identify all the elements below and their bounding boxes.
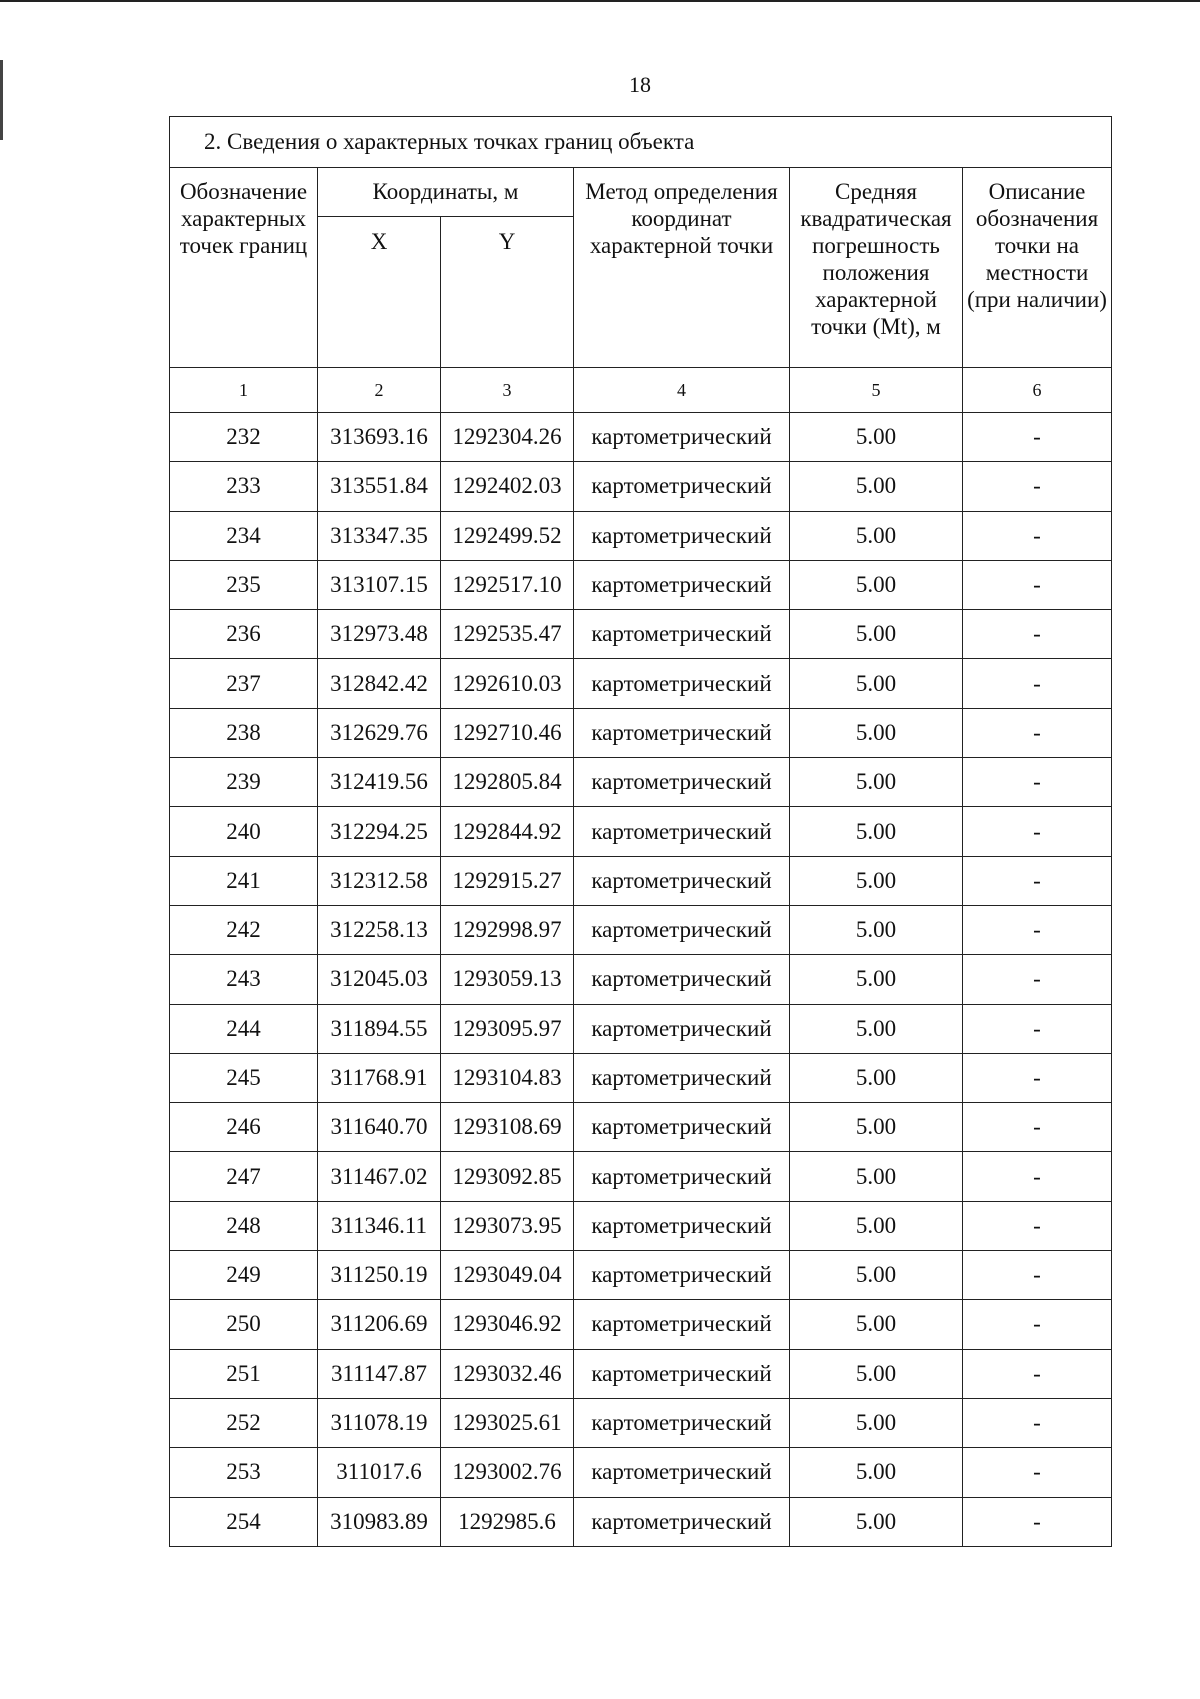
point-id-cell: 246 [170,1103,318,1152]
coord-x-cell: 311894.55 [318,1004,441,1053]
coord-x-cell: 311768.91 [318,1053,441,1102]
method-cell: картометрический [574,1349,790,1398]
table-row [170,1448,1112,1497]
table-row [170,1497,1112,1546]
method-cell: картометрический [574,1251,790,1300]
method-cell: картометрический [574,1152,790,1201]
method-cell: картометрический [574,511,790,560]
coord-y-cell: 1292304.26 [441,413,574,462]
scan-margin-mark [0,60,3,140]
column-number: 2 [318,368,441,413]
table-row [170,955,1112,1004]
description-cell: - [963,1103,1112,1152]
error-cell: 5.00 [790,413,963,462]
header-coordinates: Координаты, м [318,168,574,217]
error-cell: 5.00 [790,511,963,560]
column-number: 4 [574,368,790,413]
point-id-cell: 254 [170,1497,318,1546]
page-number: 18 [629,72,651,97]
description-cell: - [963,905,1112,954]
point-id-cell: 249 [170,1251,318,1300]
error-cell: 5.00 [790,905,963,954]
table-row [170,1004,1112,1053]
point-id-cell: 243 [170,955,318,1004]
description-cell: - [963,955,1112,1004]
coord-y-cell: 1293108.69 [441,1103,574,1152]
coord-y-cell: 1292610.03 [441,659,574,708]
coord-x-cell: 313551.84 [318,462,441,511]
error-cell: 5.00 [790,1497,963,1546]
table-row [170,807,1112,856]
table-row [170,511,1112,560]
column-number: 1 [170,368,318,413]
error-cell: 5.00 [790,1251,963,1300]
table-row [170,560,1112,609]
table-row [170,1398,1112,1447]
point-id-cell: 233 [170,462,318,511]
error-cell: 5.00 [790,659,963,708]
error-cell: 5.00 [790,856,963,905]
coord-y-cell: 1293032.46 [441,1349,574,1398]
coord-y-cell: 1293095.97 [441,1004,574,1053]
table-row [170,905,1112,954]
description-cell: - [963,1398,1112,1447]
table-row [170,413,1112,462]
table-row [170,462,1112,511]
point-id-cell: 240 [170,807,318,856]
coord-y-cell: 1292915.27 [441,856,574,905]
table-row [170,1201,1112,1250]
coord-y-cell: 1292535.47 [441,610,574,659]
column-number: 6 [963,368,1112,413]
point-id-cell: 247 [170,1152,318,1201]
coord-y-cell: 1292985.6 [441,1497,574,1546]
error-cell: 5.00 [790,560,963,609]
point-id-cell: 248 [170,1201,318,1250]
table-row [170,1300,1112,1349]
coord-y-cell: 1293092.85 [441,1152,574,1201]
method-cell: картометрический [574,1201,790,1250]
error-cell: 5.00 [790,1152,963,1201]
description-cell: - [963,1497,1112,1546]
point-id-cell: 242 [170,905,318,954]
method-cell: картометрический [574,856,790,905]
error-cell: 5.00 [790,1004,963,1053]
description-cell: - [963,1053,1112,1102]
coord-x-cell: 311206.69 [318,1300,441,1349]
point-id-cell: 235 [170,560,318,609]
description-cell: - [963,1152,1112,1201]
description-cell: - [963,462,1112,511]
error-cell: 5.00 [790,955,963,1004]
table-row [170,856,1112,905]
coord-y-cell: 1292499.52 [441,511,574,560]
coord-x-cell: 311346.11 [318,1201,441,1250]
error-cell: 5.00 [790,1201,963,1250]
coord-y-cell: 1293059.13 [441,955,574,1004]
table-row [170,1152,1112,1201]
method-cell: картометрический [574,659,790,708]
point-id-cell: 237 [170,659,318,708]
description-cell: - [963,560,1112,609]
point-id-cell: 234 [170,511,318,560]
method-cell: картометрический [574,1103,790,1152]
header-error: Средняя квадратическая погрешность положения характерной точки (Mt), м [790,168,963,368]
coord-y-cell: 1293104.83 [441,1053,574,1102]
method-cell: картометрический [574,1398,790,1447]
table-row [170,659,1112,708]
coord-y-cell: 1292710.46 [441,708,574,757]
method-cell: картометрический [574,1448,790,1497]
method-cell: картометрический [574,560,790,609]
error-cell: 5.00 [790,462,963,511]
method-cell: картометрический [574,758,790,807]
header-description: Описание обозначения точки на местности (при наличии) [963,168,1112,368]
description-cell: - [963,1349,1112,1398]
coord-x-cell: 312258.13 [318,905,441,954]
table-row [170,1349,1112,1398]
method-cell: картометрический [574,807,790,856]
coord-y-cell: 1292517.10 [441,560,574,609]
error-cell: 5.00 [790,1398,963,1447]
description-cell: - [963,1004,1112,1053]
method-cell: картометрический [574,413,790,462]
table-row [170,1103,1112,1152]
coord-x-cell: 311147.87 [318,1349,441,1398]
coord-x-cell: 311467.02 [318,1152,441,1201]
method-cell: картометрический [574,955,790,1004]
coord-x-cell: 310983.89 [318,1497,441,1546]
point-id-cell: 253 [170,1448,318,1497]
description-cell: - [963,758,1112,807]
coord-x-cell: 313107.15 [318,560,441,609]
header-method: Метод определения координат характерной точки [574,168,790,368]
header-y: Y [441,217,574,368]
error-cell: 5.00 [790,1053,963,1102]
coord-y-cell: 1292402.03 [441,462,574,511]
coord-x-cell: 312312.58 [318,856,441,905]
coord-y-cell: 1293002.76 [441,1448,574,1497]
description-cell: - [963,856,1112,905]
error-cell: 5.00 [790,807,963,856]
error-cell: 5.00 [790,758,963,807]
coord-x-cell: 311078.19 [318,1398,441,1447]
section-title: 2. Сведения о характерных точках границ объекта [170,117,1112,168]
description-cell: - [963,1251,1112,1300]
coord-x-cell: 312629.76 [318,708,441,757]
header-designation: Обозначение характерных точек границ [170,168,318,368]
method-cell: картометрический [574,610,790,659]
coord-y-cell: 1293046.92 [441,1300,574,1349]
point-id-cell: 250 [170,1300,318,1349]
table-row [170,610,1112,659]
method-cell: картометрический [574,1497,790,1546]
coord-x-cell: 312419.56 [318,758,441,807]
point-id-cell: 252 [170,1398,318,1447]
point-id-cell: 238 [170,708,318,757]
point-id-cell: 241 [170,856,318,905]
error-cell: 5.00 [790,610,963,659]
method-cell: картометрический [574,708,790,757]
coord-y-cell: 1292998.97 [441,905,574,954]
error-cell: 5.00 [790,1448,963,1497]
method-cell: картометрический [574,1004,790,1053]
table-row [170,1053,1112,1102]
coord-x-cell: 312045.03 [318,955,441,1004]
point-id-cell: 236 [170,610,318,659]
description-cell: - [963,610,1112,659]
coord-x-cell: 313347.35 [318,511,441,560]
description-cell: - [963,511,1112,560]
description-cell: - [963,1448,1112,1497]
point-id-cell: 251 [170,1349,318,1398]
method-cell: картометрический [574,905,790,954]
table-row [170,708,1112,757]
error-cell: 5.00 [790,708,963,757]
coord-y-cell: 1293025.61 [441,1398,574,1447]
method-cell: картометрический [574,1300,790,1349]
table-row [170,758,1112,807]
description-cell: - [963,807,1112,856]
point-id-cell: 232 [170,413,318,462]
table-row [170,1251,1112,1300]
coord-y-cell: 1292805.84 [441,758,574,807]
header-x: X [318,217,441,368]
coord-x-cell: 312973.48 [318,610,441,659]
coord-y-cell: 1293049.04 [441,1251,574,1300]
coord-x-cell: 313693.16 [318,413,441,462]
coord-x-cell: 311017.6 [318,1448,441,1497]
column-number: 5 [790,368,963,413]
point-id-cell: 239 [170,758,318,807]
error-cell: 5.00 [790,1103,963,1152]
error-cell: 5.00 [790,1300,963,1349]
description-cell: - [963,708,1112,757]
point-id-cell: 245 [170,1053,318,1102]
method-cell: картометрический [574,1053,790,1102]
description-cell: - [963,1300,1112,1349]
point-id-cell: 244 [170,1004,318,1053]
coord-x-cell: 311250.19 [318,1251,441,1300]
coord-x-cell: 312294.25 [318,807,441,856]
coord-y-cell: 1292844.92 [441,807,574,856]
boundary-points-table [169,116,1112,1547]
page-top-border [0,0,1200,2]
column-number-row [170,368,1112,413]
description-cell: - [963,413,1112,462]
error-cell: 5.00 [790,1349,963,1398]
description-cell: - [963,659,1112,708]
method-cell: картометрический [574,462,790,511]
description-cell: - [963,1201,1112,1250]
coord-y-cell: 1293073.95 [441,1201,574,1250]
coord-x-cell: 311640.70 [318,1103,441,1152]
column-number: 3 [441,368,574,413]
table-body [170,413,1112,1547]
coord-x-cell: 312842.42 [318,659,441,708]
